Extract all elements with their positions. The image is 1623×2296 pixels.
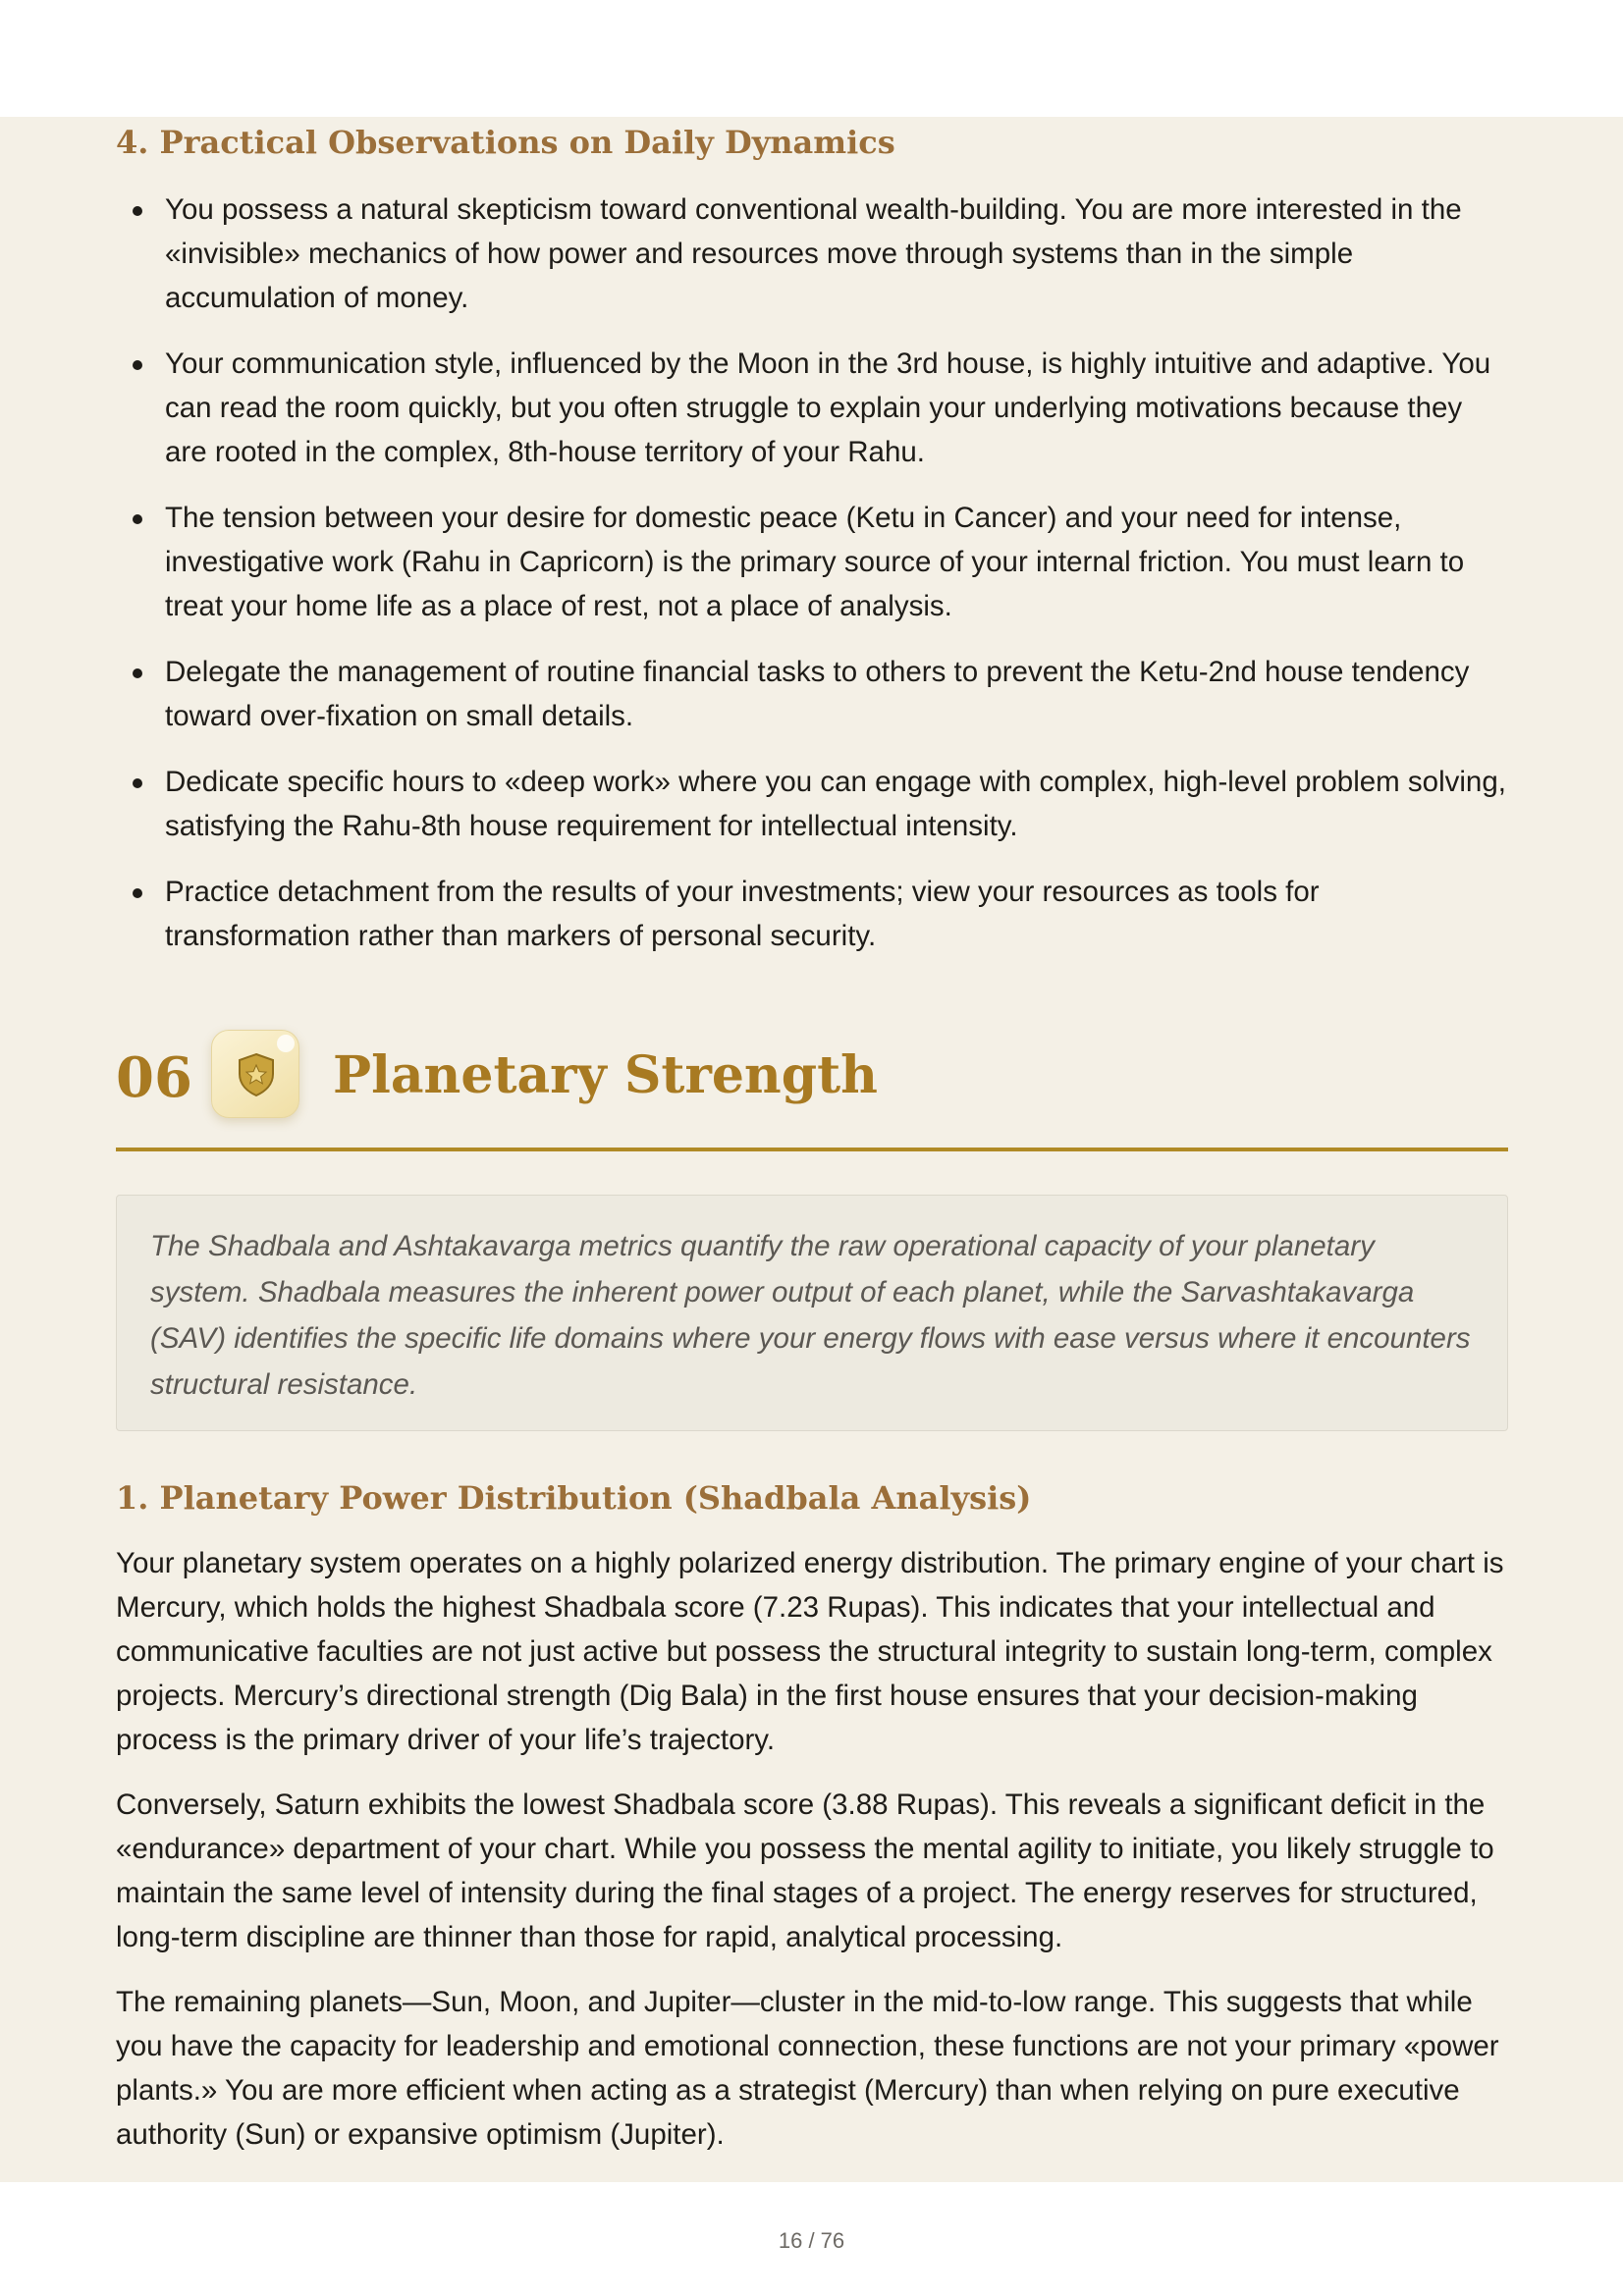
subsection-body <box>116 1541 1508 2177</box>
document-page <box>0 117 1623 2182</box>
bullet-icon <box>133 514 142 524</box>
list-item: Practice detachment from the results of your investments; view your resources as tools for transformation rather than markers of personal security. <box>116 870 1508 958</box>
observations-list <box>116 187 1508 980</box>
bullet-icon <box>133 888 142 898</box>
bullet-icon <box>133 778 142 788</box>
paragraph: Conversely, Saturn exhibits the lowest Shadbala score (3.88 Rupas). This reveals a significant deficit in the «endurance» department of your chart. While you possess the mental agility to initiate, you likely struggle to maintain the same level of intensity during the final stages of a project. The energy reserves for structured, long-term discipline are thinner than those for rapid, analytical processing. <box>116 1789 1494 1953</box>
observations-heading: 4. Practical Observations on Daily Dynamics <box>116 124 895 161</box>
list-item: Dedicate specific hours to «deep work» where you can engage with complex, high-level problem solving, satisfying the Rahu-8th house requirement for intellectual intensity. <box>116 760 1508 848</box>
subsection-heading: 1. Planetary Power Distribution (Shadbala Analysis) <box>116 1479 1032 1517</box>
section-divider <box>116 1148 1508 1151</box>
section-title: Planetary Strength <box>333 1045 878 1105</box>
section-number: 06 <box>116 1045 192 1110</box>
bullet-icon <box>133 668 142 678</box>
list-item: The tension between your desire for domestic peace (Ketu in Cancer) and your need for intense, investigative work (Rahu in Capricorn) is the primary source of your internal friction. You must learn to treat your home life as a place of rest, not a place of analysis. <box>116 496 1508 628</box>
paragraph: Your planetary system operates on a highly polarized energy distribution. The primary engine of your chart is Mercury, which holds the highest Shadbala score (7.23 Rupas). This indicates that your intellectual and communicative faculties are not just active but possess the structural integrity to sustain long-term, complex projects. Mercury’s directional strength (Dig Bala) in the first house ensures that your decision-making process is the primary driver of your life’s trajectory. <box>116 1547 1504 1756</box>
intro-text: The Shadbala and Ashtakavarga metrics quantify the raw operational capacity of your planetary system. Shadbala measures the inherent power output of each planet, while the Sarvashtakavarga (SAV) identifies the specific life domains where your energy flows with ease versus where it encounters structural resistance. <box>150 1230 1471 1401</box>
intro-callout <box>116 1195 1508 1431</box>
list-item: You possess a natural skepticism toward conventional wealth-building. You are more interested in the «invisible» mechanics of how power and resources move through systems than in the simple accumulation of money. <box>116 187 1508 320</box>
list-item: Your communication style, influenced by the Moon in the 3rd house, is highly intuitive and adaptive. You can read the room quickly, but you often struggle to explain your underlying motivations because they are rooted in the complex, 8th-house territory of your Rahu. <box>116 342 1508 474</box>
bullet-icon <box>133 360 142 370</box>
shield-star-icon <box>211 1030 299 1118</box>
list-item: Delegate the management of routine financial tasks to others to prevent the Ketu-2nd house tendency toward over-fixation on small details. <box>116 650 1508 738</box>
page-indicator: 16 / 76 <box>778 2228 845 2253</box>
bullet-icon <box>133 206 142 216</box>
paragraph: The remaining planets—Sun, Moon, and Jupiter—cluster in the mid-to-low range. This suggests that while you have the capacity for leadership and emotional connection, these functions are not your primary «power plants.» You are more efficient when acting as a strategist (Mercury) than when relying on pure executive authority (Sun) or expansive optimism (Jupiter). <box>116 1986 1499 2151</box>
icon-glint <box>277 1035 295 1052</box>
section-header <box>116 1030 1508 1152</box>
shield-icon <box>236 1052 277 1097</box>
